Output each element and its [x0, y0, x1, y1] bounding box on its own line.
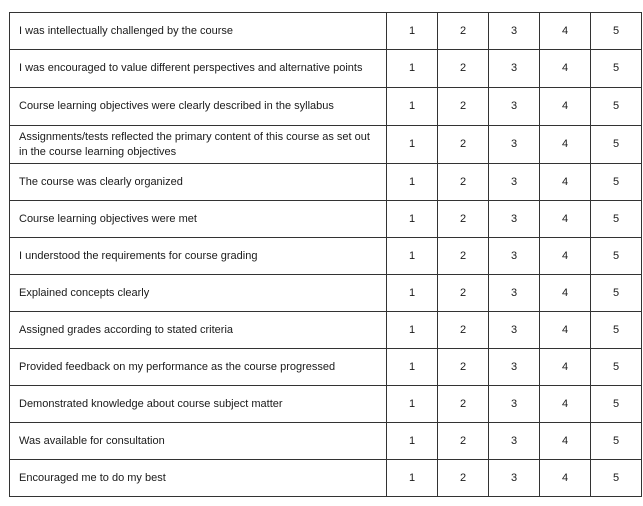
rating-option-4[interactable]: 4 [540, 126, 591, 164]
rating-option-4[interactable]: 4 [540, 50, 591, 88]
statement-row [10, 386, 642, 423]
statement-row [10, 126, 642, 164]
evaluation-table-body [10, 13, 642, 497]
rating-option-5[interactable]: 5 [591, 50, 642, 88]
rating-option-2[interactable]: 2 [438, 201, 489, 238]
rating-option-2[interactable]: 2 [438, 50, 489, 88]
rating-option-3[interactable]: 3 [489, 460, 540, 497]
rating-option-3[interactable]: 3 [489, 201, 540, 238]
rating-option-2[interactable]: 2 [438, 349, 489, 386]
rating-option-4[interactable]: 4 [540, 460, 591, 497]
rating-option-1[interactable]: 1 [387, 238, 438, 275]
rating-option-2[interactable]: 2 [438, 386, 489, 423]
rating-option-4[interactable]: 4 [540, 13, 591, 50]
rating-option-1[interactable]: 1 [387, 88, 438, 126]
rating-option-3[interactable]: 3 [489, 126, 540, 164]
rating-option-5[interactable]: 5 [591, 126, 642, 164]
rating-option-3[interactable]: 3 [489, 386, 540, 423]
rating-option-5[interactable]: 5 [591, 238, 642, 275]
rating-option-3[interactable]: 3 [489, 423, 540, 460]
rating-option-5[interactable]: 5 [591, 164, 642, 201]
rating-option-5[interactable]: 5 [591, 13, 642, 50]
statement-row [10, 349, 642, 386]
rating-option-1[interactable]: 1 [387, 275, 438, 312]
rating-option-2[interactable]: 2 [438, 126, 489, 164]
statement-label: Provided feedback on my performance as the course progressed [10, 349, 387, 386]
statement-label: Course learning objectives were clearly described in the syllabus [10, 88, 387, 126]
rating-option-5[interactable]: 5 [591, 460, 642, 497]
statement-row [10, 88, 642, 126]
rating-option-3[interactable]: 3 [489, 349, 540, 386]
rating-option-2[interactable]: 2 [438, 88, 489, 126]
statement-row [10, 201, 642, 238]
rating-option-1[interactable]: 1 [387, 126, 438, 164]
rating-option-5[interactable]: 5 [591, 349, 642, 386]
rating-option-5[interactable]: 5 [591, 312, 642, 349]
statement-label: Explained concepts clearly [10, 275, 387, 312]
statement-label: Was available for consultation [10, 423, 387, 460]
statement-label: Course learning objectives were met [10, 201, 387, 238]
rating-option-3[interactable]: 3 [489, 238, 540, 275]
rating-option-1[interactable]: 1 [387, 50, 438, 88]
statement-row [10, 275, 642, 312]
rating-option-5[interactable]: 5 [591, 386, 642, 423]
statement-row [10, 312, 642, 349]
rating-option-4[interactable]: 4 [540, 423, 591, 460]
statement-label: Demonstrated knowledge about course subject matter [10, 386, 387, 423]
rating-option-3[interactable]: 3 [489, 164, 540, 201]
rating-option-5[interactable]: 5 [591, 275, 642, 312]
rating-option-2[interactable]: 2 [438, 460, 489, 497]
statement-row [10, 13, 642, 50]
rating-option-4[interactable]: 4 [540, 88, 591, 126]
rating-option-2[interactable]: 2 [438, 13, 489, 50]
rating-option-4[interactable]: 4 [540, 164, 591, 201]
statement-label: Assignments/tests reflected the primary content of this course as set out in the course learning objectives [10, 126, 387, 164]
rating-option-3[interactable]: 3 [489, 275, 540, 312]
rating-option-2[interactable]: 2 [438, 312, 489, 349]
rating-option-4[interactable]: 4 [540, 201, 591, 238]
rating-option-4[interactable]: 4 [540, 349, 591, 386]
statement-label: I was intellectually challenged by the course [10, 13, 387, 50]
rating-option-1[interactable]: 1 [387, 13, 438, 50]
rating-option-1[interactable]: 1 [387, 349, 438, 386]
rating-option-1[interactable]: 1 [387, 423, 438, 460]
evaluation-table [9, 12, 642, 497]
rating-option-3[interactable]: 3 [489, 13, 540, 50]
statement-row [10, 460, 642, 497]
rating-option-3[interactable]: 3 [489, 312, 540, 349]
rating-option-2[interactable]: 2 [438, 275, 489, 312]
rating-option-1[interactable]: 1 [387, 460, 438, 497]
statement-label: The course was clearly organized [10, 164, 387, 201]
rating-option-3[interactable]: 3 [489, 50, 540, 88]
rating-option-4[interactable]: 4 [540, 386, 591, 423]
rating-option-2[interactable]: 2 [438, 423, 489, 460]
rating-option-1[interactable]: 1 [387, 312, 438, 349]
rating-option-2[interactable]: 2 [438, 238, 489, 275]
rating-option-5[interactable]: 5 [591, 201, 642, 238]
statement-row [10, 50, 642, 88]
rating-option-1[interactable]: 1 [387, 386, 438, 423]
statement-row [10, 238, 642, 275]
statement-label: Assigned grades according to stated criteria [10, 312, 387, 349]
rating-option-5[interactable]: 5 [591, 88, 642, 126]
rating-option-1[interactable]: 1 [387, 201, 438, 238]
rating-option-4[interactable]: 4 [540, 312, 591, 349]
statement-row [10, 423, 642, 460]
rating-option-5[interactable]: 5 [591, 423, 642, 460]
rating-option-4[interactable]: 4 [540, 275, 591, 312]
statement-row [10, 164, 642, 201]
rating-option-4[interactable]: 4 [540, 238, 591, 275]
rating-option-1[interactable]: 1 [387, 164, 438, 201]
statement-label: Encouraged me to do my best [10, 460, 387, 497]
rating-option-3[interactable]: 3 [489, 88, 540, 126]
statement-label: I understood the requirements for course grading [10, 238, 387, 275]
rating-option-2[interactable]: 2 [438, 164, 489, 201]
statement-label: I was encouraged to value different perspectives and alternative points [10, 50, 387, 88]
